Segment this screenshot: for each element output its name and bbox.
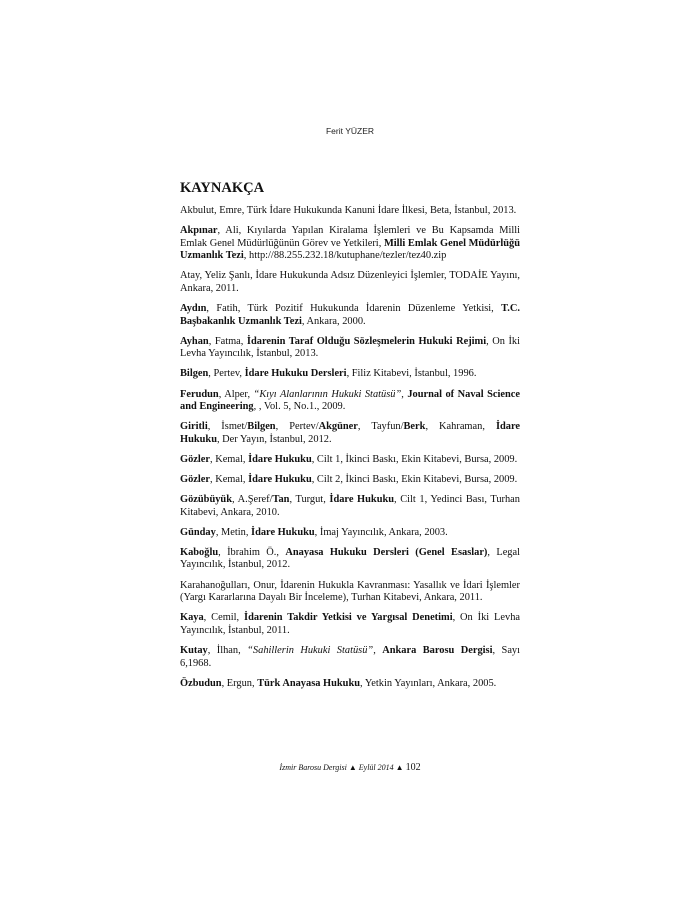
reference-text: , Cemil, xyxy=(203,612,245,624)
page-footer xyxy=(0,762,700,773)
reference-entry xyxy=(180,389,520,414)
reference-bold-text: Akpınar xyxy=(180,225,218,237)
reference-text: , xyxy=(373,644,383,656)
reference-entry xyxy=(180,474,520,487)
reference-bold-text: Milli Emlak Genel Müdürlüğü Uzmanlık Tezi xyxy=(180,237,520,262)
reference-text: , Pertev/ xyxy=(275,421,319,433)
reference-text: Atay, Yeliz Şanlı, İdare Hukukunda Adsız Düzenleyici İşlemler, TODAİE Yayını, Ankara, 2011. xyxy=(180,270,520,294)
footer-journal: İzmir Barosu Dergisi xyxy=(279,763,347,772)
reference-entry xyxy=(180,494,520,519)
reference-italic-text: “Kıyı Alanlarının Hukuki Statüsü” xyxy=(253,388,402,400)
reference-text: , Filiz Kitabevi, İstanbul, 1996. xyxy=(346,368,477,380)
reference-entry xyxy=(180,678,520,691)
reference-text: , Turgut, xyxy=(289,494,330,506)
reference-text: , İlhan, xyxy=(207,644,248,656)
reference-entry xyxy=(180,336,520,361)
reference-text: , Cilt 1, Yedinci Bası, Turhan Kitabevi, Ankara, 2010. xyxy=(180,494,520,518)
reference-entry xyxy=(180,368,520,381)
reference-text: , Fatma, xyxy=(208,335,247,347)
reference-bold-text: Türk Anayasa Hukuku xyxy=(257,677,361,689)
reference-bold-text: Aydın xyxy=(180,303,207,315)
reference-text: , On İki Levha Yayıncılık, İstanbul, 2013. xyxy=(180,335,520,360)
section-heading: KAYNAKÇA xyxy=(180,180,265,196)
reference-bold-text: Ayhan xyxy=(180,335,209,347)
reference-entry xyxy=(180,421,520,446)
reference-text: , On İki Levha Yayıncılık, İstanbul, 2011. xyxy=(180,612,521,636)
reference-bold-text: Berk xyxy=(403,421,426,433)
reference-text: Karahanoğulları, Onur, İdarenin Hukukla Kavranması: Yasallık ve İdari İşlemler (Yargı Kararlarına Dayalı Bir İnceleme), Turhan Kitabevi, Ankara, 2011. xyxy=(180,579,520,604)
reference-text: , İbrahim Ö., xyxy=(218,546,286,558)
reference-entry xyxy=(180,270,520,295)
reference-italic-text: “Sahillerin Hukuki Statüsü” xyxy=(247,644,374,656)
reference-bold-text: İdare Hukuku xyxy=(248,474,312,485)
reference-text: , Kemal, xyxy=(210,474,249,485)
running-head: Ferit YÜZER xyxy=(325,126,375,136)
reference-bold-text: Gözler xyxy=(180,453,210,465)
reference-text: , Fatih, Türk Pozitif Hukukunda İdarenin Düzenleme Yetkisi, xyxy=(206,303,502,315)
reference-text: , Cilt 2, İkinci Baskı, Ekin Kitabevi, Bursa, 2009. xyxy=(311,474,518,485)
reference-text: , Tayfun/ xyxy=(357,421,404,433)
reference-text: , Yetkin Yayınları, Ankara, 2005. xyxy=(360,677,497,689)
reference-bold-text: İdare Hukuku xyxy=(251,526,315,538)
reference-bold-text: İdarenin Taraf Olduğu Sözleşmelerin Hukuki Rejimi xyxy=(246,335,487,347)
reference-bold-text: Kaya xyxy=(180,612,204,624)
reference-text: , , Vol. 5, No.1., 2009. xyxy=(253,401,346,413)
reference-bold-text: Özbudun xyxy=(180,677,222,689)
reference-bold-text: İdare Hukuku Dersleri xyxy=(244,368,347,380)
reference-bold-text: Kaboğlu xyxy=(180,546,219,558)
reference-bold-text: İdarenin Takdir Yetkisi ve Yargısal Denetimi xyxy=(244,612,453,624)
reference-text: , Pertev, xyxy=(208,368,245,380)
reference-entry xyxy=(180,225,520,263)
reference-entry xyxy=(180,547,520,572)
reference-text: , A.Şeref/ xyxy=(231,494,273,506)
reference-entry xyxy=(180,205,520,218)
reference-text: , Cilt 1, İkinci Baskı, Ekin Kitabevi, Bursa, 2009. xyxy=(311,453,518,465)
reference-text: , İsmet/ xyxy=(207,421,248,433)
reference-bold-text: Ferudun xyxy=(180,388,219,400)
reference-text: Akbulut, Emre, Türk İdare Hukukunda Kanuni İdare İlkesi, Beta, İstanbul, 2013. xyxy=(180,205,517,216)
reference-text: , Kahraman, xyxy=(425,421,496,433)
reference-entry xyxy=(180,645,520,670)
reference-bold-text: İdare Hukuku xyxy=(180,421,520,445)
reference-text: , Ankara, 2000. xyxy=(301,315,366,327)
reference-entry xyxy=(180,454,520,467)
reference-list xyxy=(180,205,520,698)
reference-bold-text: Gözler xyxy=(180,474,210,485)
reference-bold-text: Akgüner xyxy=(318,421,358,433)
reference-text: , Legal Yayıncılık, İstanbul, 2012. xyxy=(180,546,521,571)
reference-bold-text: Günday xyxy=(180,526,216,538)
footer-separator: ▲ xyxy=(346,763,359,772)
reference-text: , Alper, xyxy=(218,388,254,400)
reference-text: , İmaj Yayıncılık, Ankara, 2003. xyxy=(314,526,448,538)
reference-bold-text: Bilgen xyxy=(247,421,276,433)
reference-bold-text: İdare Hukuku xyxy=(329,494,395,506)
reference-bold-text: Anayasa Hukuku Dersleri (Genel Esaslar) xyxy=(285,546,488,558)
footer-date: Eylül 2014 xyxy=(358,763,394,772)
reference-bold-text: Ankara Barosu Dergisi xyxy=(382,644,493,656)
reference-bold-text: İdare Hukuku xyxy=(248,453,312,465)
reference-text: , xyxy=(401,388,408,400)
reference-text: , Metin, xyxy=(215,526,252,538)
reference-entry xyxy=(180,527,520,540)
reference-text: , Ergun, xyxy=(221,677,258,689)
reference-text: , Der Yayın, İstanbul, 2012. xyxy=(216,433,332,445)
reference-text: , http://88.255.232.18/kutuphane/tezler/tez40.zip xyxy=(243,250,447,262)
reference-bold-text: Kutay xyxy=(180,644,208,656)
footer-separator: ▲ xyxy=(393,763,406,772)
page-number: 102 xyxy=(405,762,421,773)
reference-entry xyxy=(180,612,520,637)
reference-bold-text: Gözübüyük xyxy=(180,494,232,506)
reference-bold-text: Bilgen xyxy=(180,368,209,380)
reference-text: , Ali, Kıyılarda Yapılan Kiralama İşlemleri ve Bu Kapsamda Milli Emlak Genel Müdürlüğünün Görev ve Yetkileri, xyxy=(180,225,520,249)
reference-bold-text: T.C. Başbakanlık Uzmanlık Tezi xyxy=(180,303,520,327)
reference-bold-text: Journal of Naval Science and Engineering xyxy=(180,388,520,413)
reference-bold-text: Giritli xyxy=(180,421,208,433)
reference-bold-text: Tan xyxy=(272,494,290,506)
reference-entry xyxy=(180,303,520,328)
reference-text: , Kemal, xyxy=(210,453,249,465)
reference-text: , Sayı 6,1968. xyxy=(180,644,521,669)
reference-entry xyxy=(180,580,520,605)
